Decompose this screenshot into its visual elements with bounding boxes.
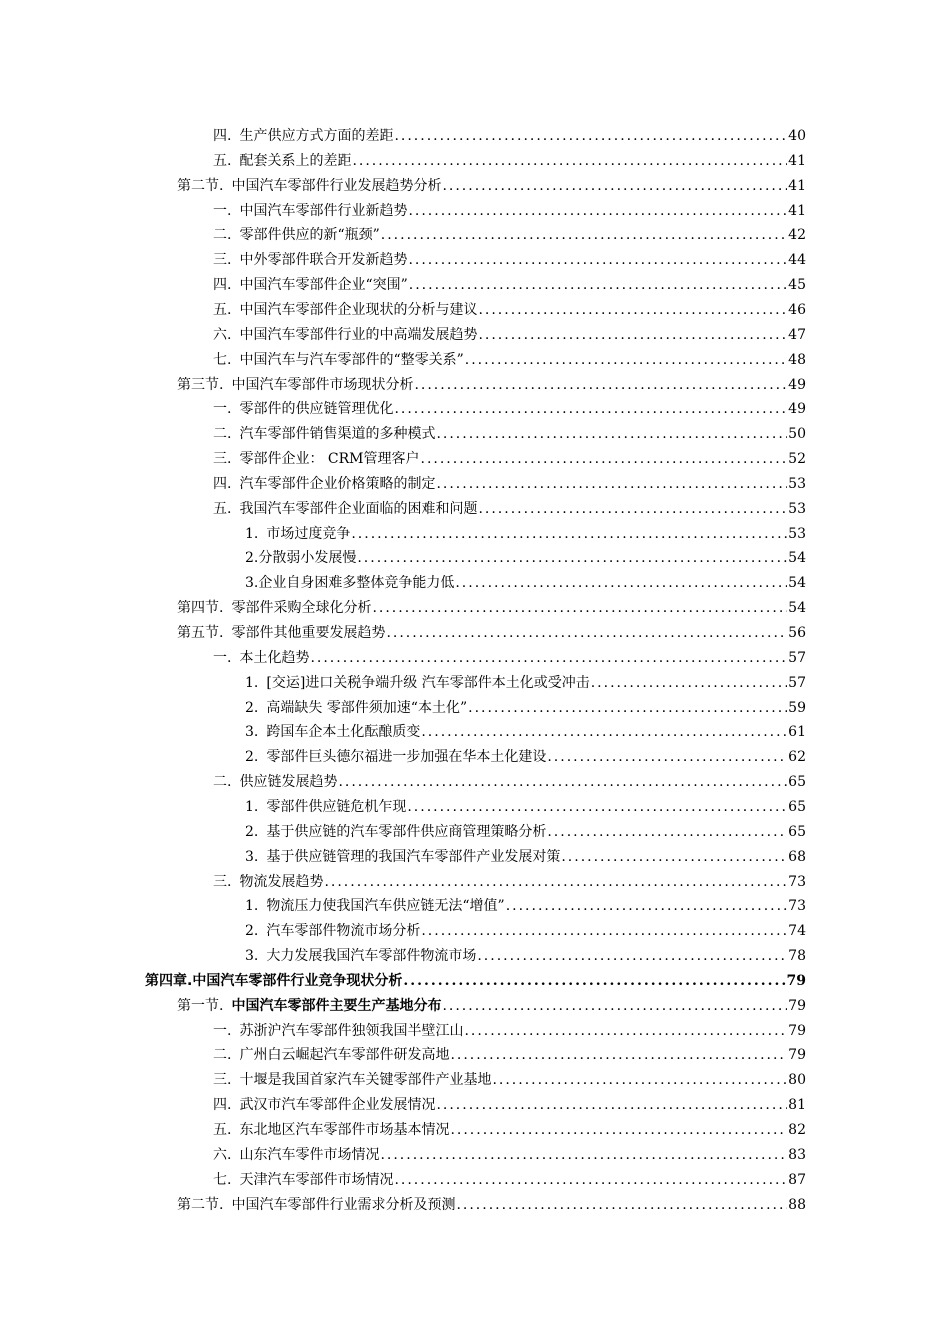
toc-entry[interactable] [213,199,806,223]
toc-entry[interactable] [213,273,806,297]
toc-leader-dots [591,671,787,695]
toc-leader-dots [478,298,787,322]
toc-leader-dots [442,174,787,198]
toc-entry[interactable] [213,323,806,347]
toc-entry-page: 57 [788,649,806,666]
toc-entry-number: 一. [213,1022,232,1039]
toc-leader-dots [408,248,787,272]
toc-entry-title: 配套关系上的差距 [239,152,352,169]
toc-entry-title: 中外零部件联合开发新趋势 [239,252,408,269]
toc-entry-title: 东北地区汽车零部件市场基本情况 [239,1122,450,1138]
toc-entry-number: 1. [245,674,259,691]
toc-entry-page: 83 [788,1146,806,1163]
toc-leader-dots [442,994,787,1018]
toc-leader-dots [421,919,787,943]
toc-entry-title: 广州白云崛起汽车零部件研发高地 [239,1047,450,1064]
toc-entry[interactable] [245,845,806,869]
toc-entry-page: 49 [788,401,806,418]
toc-entry-number: 1. [245,898,259,915]
toc-entry-page: 45 [788,277,806,294]
toc-entry-title: 市场过度竞争 [266,525,351,542]
toc-leader-dots [394,124,787,148]
toc-entry-page: 46 [788,301,806,318]
toc-entry-title: [交运]进口关税争端升级 汽车零部件本土化或受冲击 [266,674,590,691]
toc-entry-title: 中国汽车零部件主要生产基地分布 [231,997,442,1014]
toc-entry-page: 44 [788,252,806,269]
toc-entry[interactable] [213,1143,806,1167]
toc-entry-page: 88 [788,1196,806,1213]
toc-entry-title: 汽车零部件物流市场分析 [266,923,421,940]
toc-entry-title: 物流发展趋势 [239,873,324,890]
toc-entry[interactable] [177,373,806,397]
toc-entry-number: 3. [245,575,259,592]
toc-entry-number: 2. [245,749,259,766]
toc-leader-dots [478,497,787,521]
toc-entry[interactable] [145,969,806,993]
toc-entry-page: 82 [788,1122,806,1138]
toc-entry[interactable] [213,422,806,446]
toc-entry-title: 中国汽车零部件行业竞争现状分析 [192,972,403,989]
toc-entry[interactable] [213,1093,806,1117]
toc-entry[interactable] [177,994,806,1018]
toc-leader-dots [409,273,787,297]
toc-entry[interactable] [213,1068,806,1092]
toc-entry-page: 54 [788,600,806,617]
toc-leader-dots [450,1118,787,1142]
toc-entry-number: 2. [245,550,259,567]
toc-entry-page: 50 [788,426,806,443]
toc-leader-dots [456,1193,787,1217]
toc-leader-dots [455,571,787,595]
toc-entry-page: 65 [788,798,806,815]
toc-entry-title: 中国汽车零部件市场现状分析 [231,376,414,393]
toc-entry-title: 物流压力使我国汽车供应链无法“增值” [266,898,505,915]
toc-entry-number: 2. [245,823,259,840]
toc-entry-number: 3. [245,724,259,741]
toc-entry-number: 七. [213,351,232,368]
toc-entry[interactable] [245,546,806,570]
toc-entry-page: 41 [788,152,806,169]
toc-leader-dots [386,621,787,645]
toc-entry-title: 中国汽车零部件行业发展趋势分析 [231,177,442,194]
toc-entry-number: 三. [213,451,232,468]
toc-entry[interactable] [245,671,806,695]
toc-entry-page: 41 [788,177,806,194]
toc-entry-title: 本土化趋势 [239,649,310,666]
toc-entry-number: 1. [245,798,259,815]
toc-entry-title: 生产供应方式方面的差距 [239,128,394,144]
toc-entry[interactable] [177,596,806,620]
toc-leader-dots [380,1143,787,1167]
toc-leader-dots [407,795,787,819]
toc-entry-number: 五. [213,1122,232,1138]
toc-entry-title: 高端缺失 零部件须加速“本土化” [266,699,468,716]
toc-entry-page: 54 [788,575,806,592]
toc-leader-dots [372,596,787,620]
toc-leader-dots [436,422,787,446]
toc-leader-dots [478,323,787,347]
toc-entry-page: 59 [788,699,806,716]
toc-entry[interactable] [177,174,806,198]
toc-entry-page: 80 [788,1072,806,1089]
toc-entry[interactable] [213,348,806,372]
toc-entry-page: 74 [788,923,806,940]
toc-entry-number: 第四节. [177,600,224,617]
toc-entry-title: 中国汽车零部件企业现状的分析与建议 [239,301,478,318]
toc-entry-title: 苏浙沪汽车零部件独领我国半壁江山 [239,1022,464,1039]
toc-entry-page: 41 [788,202,806,219]
toc-entry[interactable] [213,397,806,421]
toc-entry-number: 3. [245,848,259,865]
toc-leader-dots [394,397,787,421]
toc-entry-title: 企业自身困难多整体竞争能力低 [258,575,455,592]
toc-entry-number: 四. [213,1097,232,1114]
toc-entry[interactable] [213,447,806,471]
toc-entry-page: 79 [788,1047,806,1064]
toc-entry-title: 汽车零部件销售渠道的多种模式 [239,426,436,443]
toc-entry-number: 第二节. [177,177,224,194]
toc-entry-title: 零部件巨头德尔福进一步加强在华本土化建设 [266,749,547,766]
toc-entry-title: 武汉市汽车零部件企业发展情况 [239,1097,436,1114]
toc-entry-number: 二. [213,426,232,443]
toc-entry[interactable] [213,1043,806,1067]
toc-leader-dots [394,1168,787,1192]
toc-entry-page: 81 [788,1097,806,1114]
toc-leader-dots [492,1068,787,1092]
toc-entry-page: 57 [788,674,806,691]
toc-entry-number: 第四章. [145,972,193,989]
toc-entry[interactable] [213,472,806,496]
toc-entry[interactable] [213,124,806,148]
toc-entry-page: 73 [788,898,806,915]
toc-entry-title: 天津汽车零部件市场情况 [239,1171,394,1188]
toc-entry[interactable] [213,646,806,670]
toc-leader-dots [468,696,787,720]
toc-leader-dots [506,894,787,918]
toc-entry-title: 跨国车企本土化酝酿质变 [266,724,421,741]
toc-entry-page: 47 [788,326,806,343]
toc-entry-title: 基于供应链的汽车零部件供应商管理策略分析 [266,823,547,840]
toc-entry[interactable] [245,696,806,720]
toc-entry-number: 第一节. [177,997,224,1014]
toc-leader-dots [421,720,787,744]
toc-entry[interactable] [245,944,806,968]
toc-entry-number: 3. [245,948,259,965]
toc-entry-page: 42 [788,227,806,244]
toc-entry-number: 六. [213,1146,232,1163]
toc-entry-page: 78 [788,948,806,965]
toc-leader-dots [465,348,787,372]
toc-entry-number: 五. [213,301,232,318]
toc-entry[interactable] [245,571,806,595]
toc-entry-page: 87 [788,1171,806,1188]
toc-leader-dots [414,373,787,397]
toc-entry-number: 第二节. [177,1196,224,1213]
toc-entry[interactable] [245,745,806,769]
toc-entry-title: 基于供应链管理的我国汽车零部件产业发展对策 [266,848,561,865]
toc-entry[interactable] [213,1118,806,1142]
toc-leader-dots [547,820,787,844]
toc-entry[interactable] [213,497,806,521]
toc-entry-page: 48 [788,351,806,368]
toc-entry-title: 中国汽车零部件企业“突围” [239,277,408,294]
toc-entry-number: 2. [245,699,259,716]
toc-leader-dots [561,845,787,869]
toc-entry-number: 一. [213,202,232,219]
toc-entry-number: 一. [213,401,232,418]
toc-entry-title: 零部件企业： CRM管理客户 [239,451,420,468]
toc-entry-title: 十堰是我国首家汽车关键零部件产业基地 [239,1072,492,1089]
toc-leader-dots [338,770,787,794]
toc-entry[interactable] [245,720,806,744]
toc-entry-number: 三. [213,873,232,890]
toc-leader-dots [547,745,787,769]
toc-entry-number: 五. [213,152,232,169]
toc-entry-page: 53 [788,500,806,517]
toc-entry-title: 零部件的供应链管理优化 [239,401,394,418]
toc-entry-title: 零部件采购全球化分析 [231,600,372,617]
toc-entry-number: 五. [213,500,232,517]
toc-entry-page: 79 [788,997,806,1014]
toc-leader-dots [421,447,788,471]
toc-entry-page: 52 [788,451,806,468]
toc-entry[interactable] [245,894,806,918]
toc-entry[interactable] [213,223,806,247]
toc-entry[interactable] [213,248,806,272]
toc-entry-page: 65 [788,774,806,791]
toc-leader-dots [464,1019,787,1043]
toc-entry-number: 二. [213,1047,232,1064]
toc-entry-title: 零部件供应链危机乍现 [266,798,407,815]
toc-entry-number: 第五节. [177,625,224,641]
toc-entry-page: 73 [788,873,806,890]
toc-entry[interactable] [213,149,806,173]
toc-entry-page: 53 [788,475,806,492]
toc-leader-dots [436,472,787,496]
toc-entry-number: 1. [245,525,259,542]
toc-leader-dots [310,646,787,670]
toc-entry-page: 49 [788,376,806,393]
toc-entry-page: 79 [788,1022,806,1039]
toc-entry-number: 三. [213,252,232,269]
toc-leader-dots [357,546,787,570]
toc-entry-page: 61 [788,724,806,741]
toc-entry-number: 六. [213,326,232,343]
toc-entry[interactable] [245,919,806,943]
toc-entry[interactable] [177,621,806,645]
toc-entry-page: 62 [788,749,806,766]
toc-entry-number: 三. [213,1072,232,1089]
toc-entry-page: 79 [786,972,806,989]
toc-entry[interactable] [213,870,806,894]
toc-entry-number: 第三节. [177,376,224,393]
toc-entry-title: 供应链发展趋势 [239,774,338,791]
toc-entry-page: 65 [788,823,806,840]
toc-entry-number: 一. [213,649,232,666]
toc-leader-dots [403,969,785,993]
toc-entry-page: 68 [788,848,806,865]
toc-entry-title: 中国汽车零部件行业需求分析及预测 [231,1196,456,1213]
toc-entry[interactable] [245,820,806,844]
toc-entry-number: 四. [213,277,232,294]
toc-leader-dots [351,522,787,546]
toc-leader-dots [381,223,787,247]
toc-leader-dots [352,149,787,173]
toc-leader-dots [450,1043,787,1067]
toc-entry-number: 四. [213,475,232,492]
toc-entry-title: 零部件其他重要发展趋势 [231,625,386,641]
toc-entry[interactable] [177,1193,806,1217]
toc-leader-dots [408,199,787,223]
toc-entry-title: 分散弱小发展慢 [258,550,357,567]
toc-entry-page: 53 [788,525,806,542]
toc-entry-title: 汽车零部件企业价格策略的制定 [239,475,436,492]
toc-entry-title: 中国汽车零部件行业新趋势 [239,202,408,219]
toc-entry[interactable] [213,1019,806,1043]
toc-entry[interactable] [245,522,806,546]
toc-entry[interactable] [213,1168,806,1192]
toc-entry-title: 零部件供应的新“瓶颈” [239,227,380,244]
toc-entry-number: 2. [245,923,259,940]
toc-entry-title: 中国汽车与汽车零部件的“整零关系” [239,351,464,368]
toc-leader-dots [436,1093,787,1117]
toc-entry-page: 54 [788,550,806,567]
toc-entry-title: 中国汽车零部件行业的中高端发展趋势 [239,326,478,343]
toc-entry[interactable] [213,770,806,794]
toc-entry[interactable] [245,795,806,819]
toc-entry-page: 40 [788,128,806,144]
toc-entry-number: 四. [213,128,232,144]
toc-entry-title: 山东汽车零件市场情况 [239,1146,380,1163]
toc-entry-title: 大力发展我国汽车零部件物流市场 [266,948,477,965]
toc-entry-page: 56 [788,625,806,641]
toc-entry-number: 二. [213,774,232,791]
toc-leader-dots [324,870,787,894]
toc-entry[interactable] [213,298,806,322]
toc-entry-number: 七. [213,1171,232,1188]
toc-leader-dots [477,944,787,968]
toc-entry-title: 我国汽车零部件企业面临的困难和问题 [239,500,478,517]
toc-entry-number: 二. [213,227,232,244]
